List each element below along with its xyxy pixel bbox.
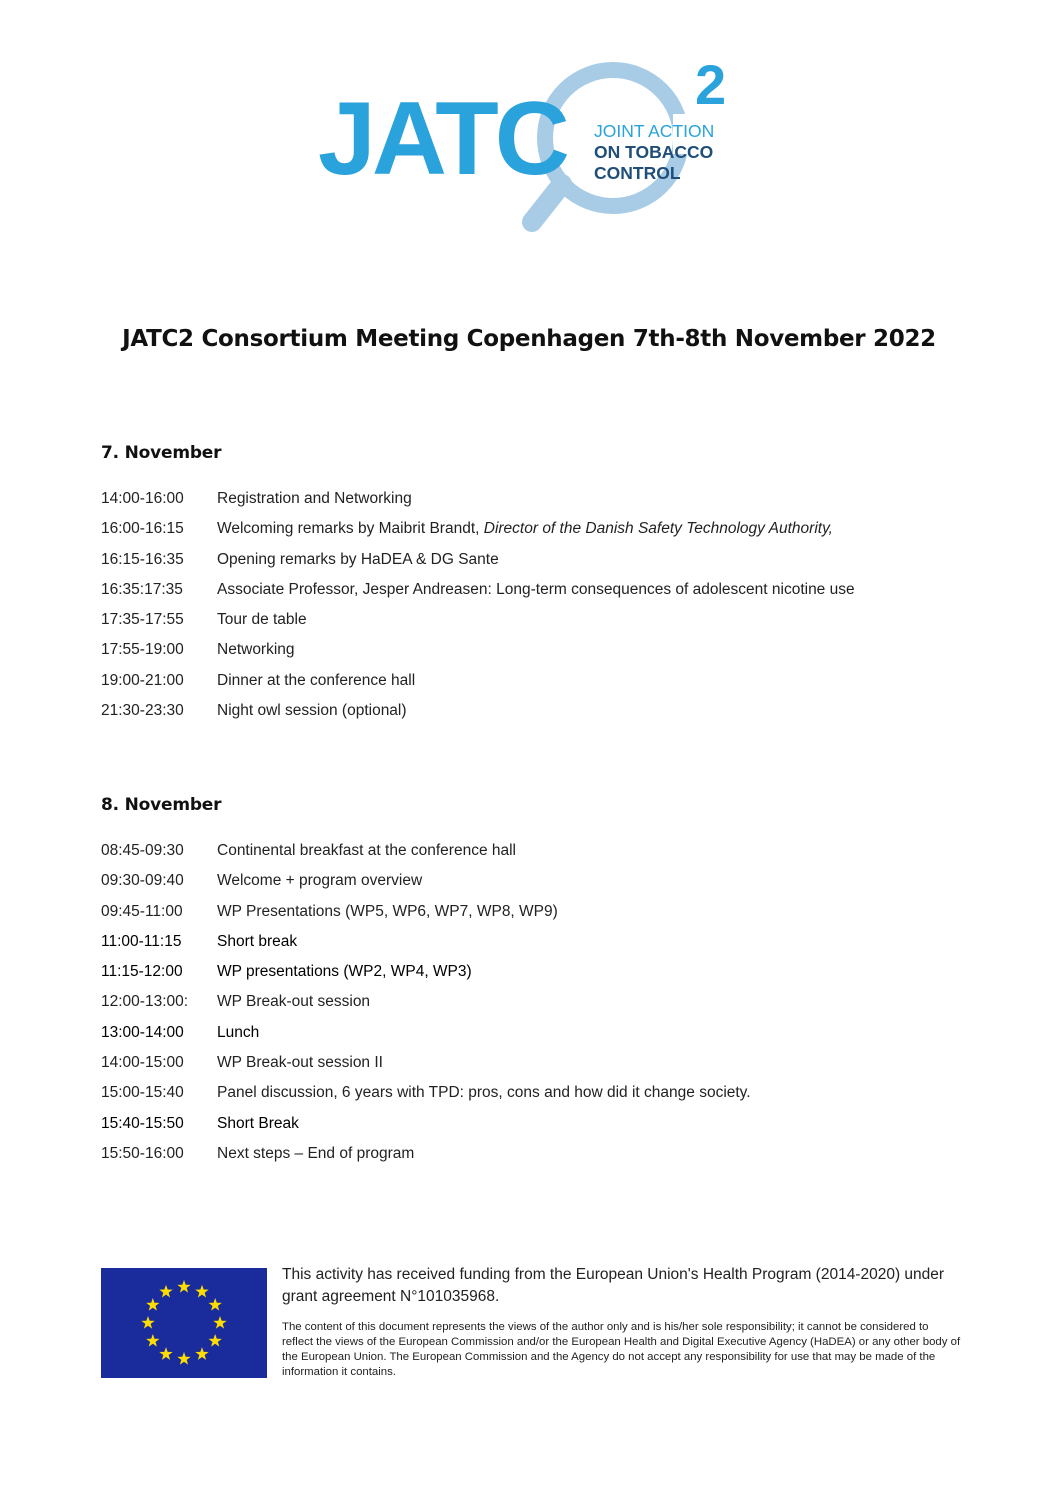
schedule-row: [101, 702, 961, 732]
schedule-row: [101, 903, 961, 933]
schedule-time: 09:45-11:00: [101, 902, 183, 920]
schedule-time: 14:00-16:00: [101, 490, 184, 507]
logo-superscript: 2: [695, 53, 727, 116]
schedule-time: 16:15-16:35: [101, 550, 184, 568]
schedule-desc: Panel discussion, 6 years with TPD: pros, cons and how did it change society.: [217, 1084, 751, 1102]
schedule-row: [101, 551, 961, 581]
schedule-desc: Opening remarks by HaDEA & DG Sante: [217, 550, 499, 568]
schedule-desc: Welcome + program overview: [217, 872, 423, 890]
disclaimer-text: The content of this document represents the views of the author only and is his/her sole responsibility; it cannot be considered to reflect the views of the European Commission and/or the European Health and Digital Executive Agency (HaDEA) or any other body of the European Union. The European Commission and the Agency do not accept any responsibility for use that may be made of the information it contains.: [282, 1321, 961, 1378]
schedule-row: [101, 963, 961, 993]
schedule-row: [101, 611, 961, 641]
schedule-row: [101, 490, 961, 520]
schedule-desc: Continental breakfast at the conference hall: [217, 842, 516, 859]
schedule-desc: Next steps – End of program: [217, 1144, 415, 1162]
logo-line3: CONTROL: [594, 163, 681, 183]
schedule-time: 21:30-23:30: [101, 702, 184, 720]
day-heading: 8. November: [101, 795, 222, 815]
schedule-time: 17:35-17:55: [101, 611, 184, 629]
logo-letters: JATC: [318, 81, 566, 197]
schedule-row: [101, 1115, 961, 1145]
logo-line1: JOINT ACTION: [594, 121, 715, 141]
schedule-desc: Registration and Networking: [217, 490, 412, 507]
schedule-desc: Networking: [217, 641, 295, 659]
schedule-row: [101, 581, 961, 611]
schedule-desc: Short Break: [217, 1114, 299, 1132]
logo-line2: ON TOBACCO: [594, 142, 714, 162]
schedule-row: [101, 520, 961, 550]
schedule-desc: WP Break-out session II: [217, 1054, 383, 1072]
schedule-row: [101, 641, 961, 671]
jatc2-logo: [318, 52, 748, 238]
schedule-desc: WP Break-out session: [217, 993, 371, 1011]
schedule-desc-italic: Director of the Danish Safety Technology Authority,: [483, 520, 833, 538]
funding-footer: [101, 1268, 961, 1380]
schedule-row: [101, 1084, 961, 1114]
schedule-time: 19:00-21:00: [101, 671, 184, 689]
schedule-row: [101, 933, 961, 963]
schedule-desc: WP Presentations (WP5, WP6, WP7, WP8, WP9): [217, 902, 558, 920]
schedule-desc: Night owl session (optional): [217, 702, 407, 720]
day-heading: 7. November: [101, 443, 222, 463]
schedule-time: 13:00-14:00: [101, 1023, 184, 1041]
schedule-time: 15:40-15:50: [101, 1114, 184, 1132]
schedule-time: 17:55-19:00: [101, 641, 184, 659]
schedule-desc: Short break: [217, 932, 298, 950]
funding-statement: This activity has received funding from the European Union's Health Program (2014-2020) under grant agreement N°101035968.: [282, 1266, 945, 1305]
schedule-row: [101, 1145, 961, 1175]
schedule-time: 08:45-09:30: [101, 842, 184, 859]
schedule-row: [101, 993, 961, 1023]
day-section-nov-7: [101, 443, 961, 732]
eu-flag-icon: [101, 1268, 267, 1378]
schedule-time: 16:35:17:35: [101, 580, 183, 598]
schedule-time: 16:00-16:15: [101, 520, 184, 538]
schedule-desc: WP presentations (WP2, WP4, WP3): [217, 963, 472, 981]
schedule-desc-wrap: [217, 520, 961, 538]
day-section-nov-8: [101, 795, 961, 1175]
schedule-desc: Welcoming remarks by Maibrit Brandt,: [217, 520, 480, 538]
schedule-time: 14:00-15:00: [101, 1054, 184, 1072]
schedule-desc: Tour de table: [217, 611, 307, 629]
schedule-row: [101, 842, 961, 872]
schedule-row: [101, 1024, 961, 1054]
schedule-time: 15:00-15:40: [101, 1084, 184, 1102]
schedule-desc: Dinner at the conference hall: [217, 671, 416, 689]
schedule-time: 11:00-11:15: [101, 932, 182, 950]
schedule-time: 09:30-09:40: [101, 872, 184, 890]
schedule-time: 15:50-16:00: [101, 1144, 184, 1162]
schedule-desc: Associate Professor, Jesper Andreasen: Long-term consequences of adolescent nicotine use: [217, 580, 855, 598]
schedule-time: 11:15-12:00: [101, 963, 183, 981]
schedule-time: 12:00-13:00:: [101, 993, 189, 1011]
schedule-row: [101, 872, 961, 902]
schedule-row: [101, 672, 961, 702]
page-title: JATC2 Consortium Meeting Copenhagen 7th-8th November 2022: [122, 326, 936, 352]
schedule-desc: Lunch: [217, 1023, 260, 1041]
schedule-row: [101, 1054, 961, 1084]
